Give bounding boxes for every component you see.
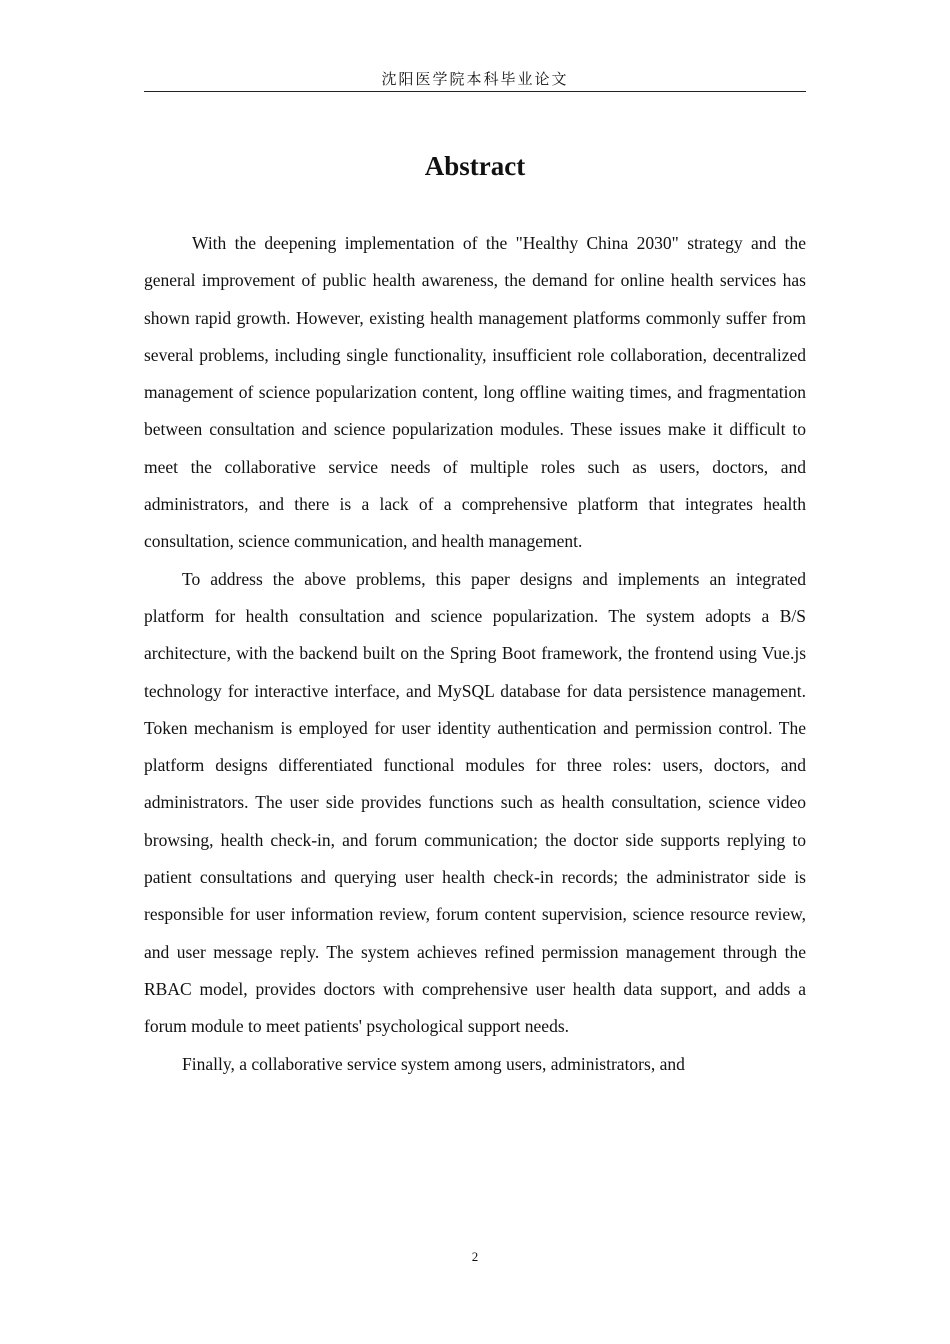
abstract-paragraph-2: To address the above problems, this paper designs and implements an integrated platform for health consultation and science popularization. The system adopts a B/S architecture, with the backend built on the Spring Boot framework, the frontend using Vue.js technology for interactive interface, and MySQL database for data persistence management. Token mechanism is employed for user identity authentication and permission control. The platform designs differentiated functional modules for three roles: users, doctors, and administrators. The user side provides functions such as health consultation, science video browsing, health check-in, and forum communication; the doctor side supports replying to patient consultations and querying user health check-in records; the administrator side is responsible for user information review, forum content supervision, science resource review, and user message reply. The system achieves refined permission management through the RBAC model, provides doctors with comprehensive user health data support, and adds a forum module to meet patients' psychological support needs. [144, 568, 806, 1037]
abstract-title: Abstract [424, 151, 526, 181]
abstract-paragraph-1: With the deepening implementation of the "Healthy China 2030" strategy and the general improvement of public health awareness, the demand for online health services has shown rapid growth. However, existing health management platforms commonly suffer from several problems, including single functionality, insufficient role collaboration, decentralized management of science popularization content, long offline waiting times, and fragmentation between consultation and science popularization modules. These issues make it difficult to meet the collaborative service needs of multiple roles such as users, doctors, and administrators, and there is a lack of a comprehensive platform that integrates health consultation, science communication, and health management. [144, 233, 806, 552]
abstract-paragraph-3: Finally, a collaborative service system among users, administrators, and [182, 1053, 685, 1074]
running-header: 沈阳医学院本科毕业论文 [144, 68, 806, 92]
page-number: 2 [471, 1249, 479, 1264]
abstract-body [144, 225, 806, 1083]
